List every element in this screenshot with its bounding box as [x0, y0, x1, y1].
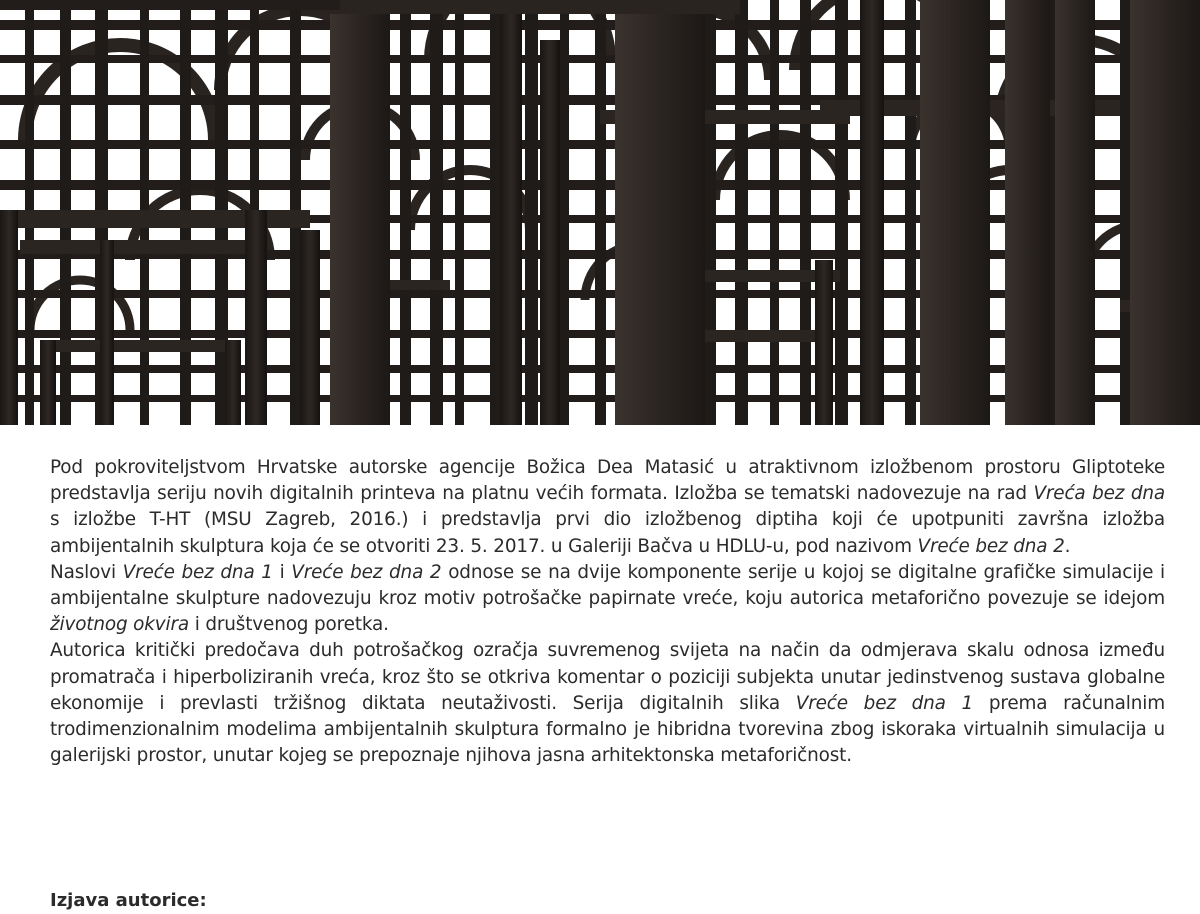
article-body [50, 455, 1165, 769]
paragraph [50, 638, 1165, 769]
text-run: i društvenog poretka. [189, 614, 389, 636]
text-run: Naslovi [50, 561, 123, 583]
sculpture-render-image [0, 0, 1200, 425]
italic-title: Vreće bez dna 2 [917, 535, 1065, 557]
paragraph [50, 560, 1165, 639]
text-run: . [1064, 535, 1071, 557]
text-run: s izložbe T-HT (MSU Zagreb, 2016.) i predstavlja prvi dio izložbenog diptiha koji će upotpuniti završna izložba ambijentalnih skulptura koja će se otvoriti 23. 5. 2017. u Galeriji Bačva u HDLU-u, pod nazivom [50, 509, 1165, 557]
italic-title: Vreće bez dna 2 [291, 561, 442, 583]
text-run: prema računalnim trodimenzionalnim modelima ambijentalnih skulptura formalno je hibridna tvorevina zbog iskoraka virtualnih simulacija u galerijski prostor, unutar kojeg se prepoznaje njihova jasna arhitektonska metaforičnost. [50, 692, 1165, 767]
text-run: i [272, 561, 292, 583]
text-run: odnose se na dvije komponente serije u kojoj se digitalne grafičke simulacije i ambijentalne skulpture nadovezuju kroz motiv potrošačke papirnate vreće, koju autorica metaforično povezuje se idejom [50, 561, 1165, 610]
paragraph [50, 455, 1165, 560]
italic-title: Vreća bez dna [1033, 483, 1166, 505]
text-run: Autorica kritički predočava duh potrošačkog ozračja suvremenog svijeta na način da odmjerava skalu odnosa između promatrača i hiperboliziranih vreća, kroz što se otkriva komentar o poziciji subjekta unutar jedinstvenog sustava globalne ekonomije i prevlasti tržišnog diktata neutaživosti. Serija digitalnih slika [50, 640, 1165, 714]
hero-image [0, 0, 1200, 425]
italic-title: Vreće bez dna 1 [122, 561, 273, 583]
italic-title: životnog okvira [50, 614, 190, 636]
italic-title: Vreće bez dna 1 [795, 692, 974, 714]
text-run: Pod pokroviteljstvom Hrvatske autorske agencije Božica Dea Matasić u atraktivnom izložbenom prostoru Gliptoteke predstavlja seriju novih digitalnih printeva na platnu većih formata. Izložba se tematski nadovezuje na rad [50, 457, 1165, 505]
section-heading: Izjava autorice: [50, 890, 207, 911]
